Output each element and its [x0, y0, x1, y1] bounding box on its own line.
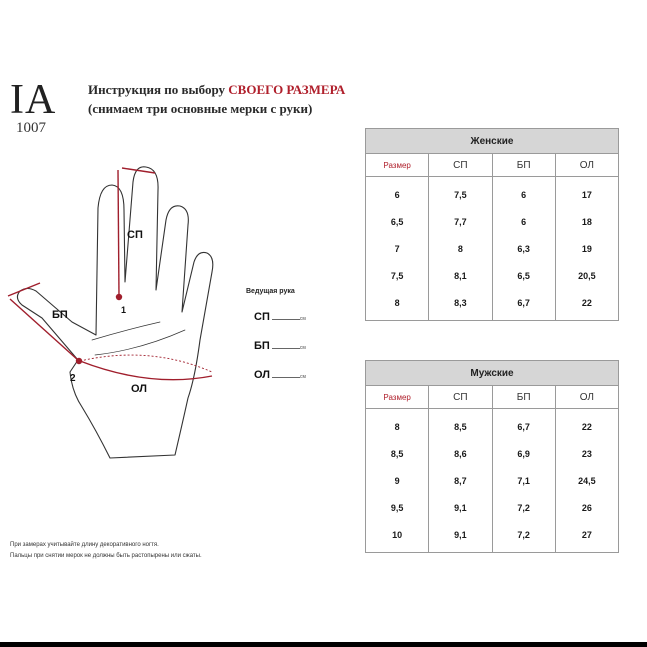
- women-header-size: Размер: [366, 154, 429, 177]
- table-cell: 8: [366, 409, 429, 441]
- hand-label-ol: ОЛ: [131, 383, 148, 395]
- leading-hand-title: Ведущая рука: [246, 288, 295, 295]
- women-size-table: [365, 128, 619, 321]
- men-header-ol: ОЛ: [555, 386, 618, 409]
- table-cell: 7,2: [492, 494, 555, 521]
- page-title: [88, 80, 345, 118]
- leading-sp-unit: см: [299, 316, 306, 322]
- bp-measure-tick: [8, 283, 40, 296]
- table-row: [366, 409, 619, 441]
- table-row: [366, 467, 619, 494]
- footnotes: [10, 540, 202, 562]
- leading-sp-blank: [272, 319, 300, 320]
- women-header-sp: СП: [429, 154, 492, 177]
- table-cell: 7,5: [366, 262, 429, 289]
- leading-ol-row: [254, 369, 306, 381]
- men-header-size: Размер: [366, 386, 429, 409]
- table-cell: 8: [429, 235, 492, 262]
- table-cell: 6,7: [492, 409, 555, 441]
- table-cell: 19: [555, 235, 618, 262]
- sp-measure-line: [118, 170, 119, 297]
- table-cell: 7,1: [492, 467, 555, 494]
- hand-label-point-2: 2: [70, 373, 76, 384]
- table-row: [366, 235, 619, 262]
- table-cell: 9: [366, 467, 429, 494]
- table-cell: 6,5: [366, 208, 429, 235]
- title-accent: СВОЕГО РАЗМЕРА: [228, 82, 346, 97]
- table-cell: 7,7: [429, 208, 492, 235]
- table-cell: 22: [555, 409, 618, 441]
- hand-label-bp: БП: [52, 309, 68, 321]
- table-cell: 8,6: [429, 440, 492, 467]
- table-cell: 8,5: [366, 440, 429, 467]
- table-cell: 27: [555, 521, 618, 553]
- table-row: [366, 289, 619, 321]
- leading-ol-label: ОЛ: [254, 369, 271, 381]
- table-cell: 23: [555, 440, 618, 467]
- table-cell: 7,5: [429, 177, 492, 209]
- table-cell: 6,7: [492, 289, 555, 321]
- women-header-ol: ОЛ: [555, 154, 618, 177]
- table-row: [366, 494, 619, 521]
- palm-crease: [95, 330, 185, 355]
- leading-bp-row: [254, 340, 306, 352]
- table-cell: 8,7: [429, 467, 492, 494]
- leading-bp-unit: см: [299, 345, 306, 351]
- table-cell: 10: [366, 521, 429, 553]
- brand-logo: [10, 77, 70, 137]
- logo-sub-text: 1007: [16, 120, 46, 136]
- ol-measure-back: [80, 355, 212, 372]
- leading-ol-blank: [272, 377, 300, 378]
- table-row: [366, 521, 619, 553]
- point-1-marker: [116, 294, 122, 300]
- men-table-caption: Мужские: [366, 361, 619, 386]
- table-cell: 24,5: [555, 467, 618, 494]
- leading-ol-unit: см: [300, 374, 306, 380]
- footnote-line: При замерах учитывайте длину декоративного ногтя.: [10, 542, 159, 548]
- table-cell: 8,5: [429, 409, 492, 441]
- hand-illustration: [0, 160, 240, 480]
- table-cell: 17: [555, 177, 618, 209]
- women-header-bp: БП: [492, 154, 555, 177]
- table-row: [366, 208, 619, 235]
- hand-label-point-1: 1: [121, 305, 127, 315]
- men-size-table: [365, 360, 619, 553]
- table-cell: 6,5: [492, 262, 555, 289]
- table-cell: 6,9: [492, 440, 555, 467]
- table-cell: 6,3: [492, 235, 555, 262]
- bottom-divider: [0, 642, 647, 647]
- leading-sp-label: СП: [254, 311, 270, 323]
- leading-bp-label: БП: [254, 340, 270, 352]
- table-cell: 9,1: [429, 521, 492, 553]
- leading-sp-row: [254, 311, 306, 323]
- palm-crease: [92, 322, 160, 340]
- men-header-sp: СП: [429, 386, 492, 409]
- bp-measure-line: [10, 299, 79, 361]
- logo-main-text: IA: [10, 77, 57, 123]
- table-cell: 6: [366, 177, 429, 209]
- table-cell: 9,1: [429, 494, 492, 521]
- table-cell: 7: [366, 235, 429, 262]
- table-cell: 18: [555, 208, 618, 235]
- table-cell: 8,1: [429, 262, 492, 289]
- point-2-marker: [76, 358, 82, 364]
- table-cell: 20,5: [555, 262, 618, 289]
- title-prefix: Инструкция по выбору: [88, 82, 229, 97]
- men-header-bp: БП: [492, 386, 555, 409]
- title-line-2: (снимаем три основные мерки с руки): [88, 101, 313, 116]
- title-line-1: [88, 80, 345, 99]
- table-cell: 6: [492, 177, 555, 209]
- table-cell: 22: [555, 289, 618, 321]
- table-row: [366, 440, 619, 467]
- women-table-caption: Женские: [366, 129, 619, 154]
- table-cell: 7,2: [492, 521, 555, 553]
- hand-outline: [17, 167, 212, 458]
- table-cell: 9,5: [366, 494, 429, 521]
- table-cell: 6: [492, 208, 555, 235]
- table-row: [366, 262, 619, 289]
- ol-measure-arc: [80, 361, 212, 380]
- leading-bp-blank: [272, 348, 300, 349]
- table-cell: 8: [366, 289, 429, 321]
- table-cell: 8,3: [429, 289, 492, 321]
- footnote-line: Пальцы при снятии мерок не должны быть растопырены или сжаты.: [10, 553, 202, 559]
- hand-label-sp: СП: [127, 229, 143, 241]
- table-cell: 26: [555, 494, 618, 521]
- table-row: [366, 177, 619, 209]
